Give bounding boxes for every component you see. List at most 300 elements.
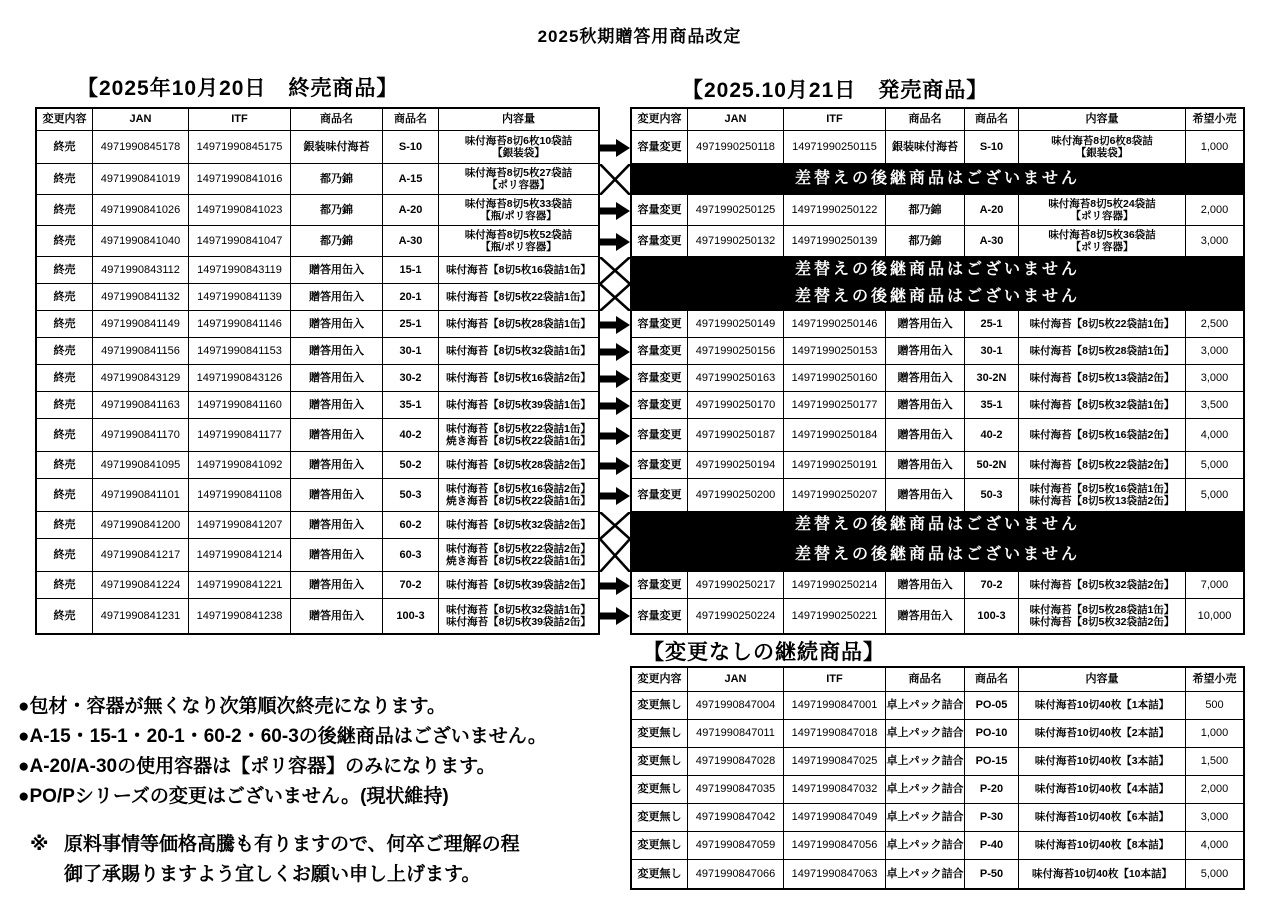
cell-brand: 銀装味付海苔 [291,131,383,164]
contents-line: 味付海苔【8切5枚32袋詰2缶】 [446,518,591,531]
column-header: 内容量 [439,109,598,131]
cell-brand: 都乃錦 [291,164,383,195]
cell-itf: 14971990841146 [189,311,291,338]
cell-code: 35-1 [383,392,439,419]
cell-itf: 14971990250191 [784,452,886,479]
cell-contents [439,572,598,599]
no-successor-x-icon [600,539,630,572]
contents-line: 【銀装袋】 [1075,147,1129,159]
cell-price: 3,500 [1186,392,1243,419]
cell-price: 10,000 [1197,609,1232,622]
cell-price: 3,000 [1186,365,1243,392]
cell-code: 60-2 [383,512,439,539]
note-line: ●PO/Pシリーズの変更はございません。(現状維持) [18,786,449,807]
header-row [632,109,1243,131]
no-successor-banner: 差替えの後継商品はございません [632,164,1243,195]
cell-itf: 14971990250184 [784,419,886,452]
document-title: 2025秋期贈答用商品改定 [537,27,742,46]
cell-contents [439,131,598,164]
cell-change: 容量変更 [632,195,688,226]
cell-itf: 14971990250153 [784,338,886,365]
table-row [37,284,598,311]
released-table [630,107,1245,635]
cell-contents [1019,479,1186,512]
table-row [37,479,598,512]
cell-itf: 14971990250115 [784,131,886,164]
table-row [632,832,1243,860]
table-row [37,365,598,392]
arrow-right-icon [600,342,630,362]
table-row [632,284,1243,311]
column-header: ITF [784,109,886,131]
cell-jan: 4971990847004 [688,692,784,720]
cell-brand: 贈答用缶入 [886,599,965,633]
cell-brand: 贈答用缶入 [291,311,383,338]
cell-jan: 4971990250132 [688,226,784,257]
cell-code: 30-2N [965,365,1019,392]
cell-code: PO-15 [965,748,1019,776]
table-row [37,452,598,479]
cell-jan: 4971990847035 [688,776,784,804]
cell-brand: 贈答用缶入 [291,572,383,599]
cell-price: 1,000 [1186,720,1243,748]
cell-brand: 卓上パック詰合 [886,720,965,748]
cell-jan: 4971990841163 [93,392,189,419]
cell-change: 容量変更 [632,365,688,392]
cell-jan: 4971990250170 [688,392,784,419]
cell-code: A-30 [383,226,439,257]
cell-itf: 14971990843126 [189,365,291,392]
cell-jan: 4971990847011 [688,720,784,748]
cell-change: 終売 [37,599,93,633]
cell-contents [1019,832,1186,860]
cell-itf: 14971990841221 [189,572,291,599]
cell-itf: 14971990847025 [784,748,886,776]
cell-itf: 14971990845175 [189,131,291,164]
cell-brand: 卓上パック詰合 [886,692,965,720]
header-row [632,668,1243,692]
cell-code: A-30 [965,226,1019,257]
cell-jan: 4971990250187 [688,419,784,452]
cell-change: 変更無し [632,860,688,888]
cell-jan: 4971990841200 [93,512,189,539]
cell-itf: 14971990847056 [784,832,886,860]
disclaimer-mark: ※ [30,834,49,855]
cell-price: 1,500 [1186,748,1243,776]
cell-brand: 都乃錦 [291,195,383,226]
contents-line: 味付海苔【8切5枚22袋詰1缶】 [446,422,591,435]
cell-code: 70-2 [383,572,439,599]
header-row [37,109,598,131]
no-successor-x-icon [600,284,630,311]
cell-jan: 4971990841095 [93,452,189,479]
cell-jan: 4971990841170 [93,419,189,452]
cell-jan: 4971990841026 [93,195,189,226]
table-row [632,776,1243,804]
contents-line: 味付海苔8切5枚24袋詰 [1048,197,1156,210]
cell-itf: 14971990841023 [189,195,291,226]
cell-code: A-20 [383,195,439,226]
cell-change: 終売 [37,539,93,572]
cell-contents [439,284,598,311]
cell-itf: 14971990841139 [189,284,291,311]
cell-jan: 4971990841224 [93,572,189,599]
cell-jan: 4971990845178 [93,131,189,164]
contents-line: 味付海苔10切40枚【6本詰】 [1034,811,1170,824]
cell-jan: 4971990250125 [688,195,784,226]
column-header: 商品名 [965,109,1019,131]
table-row [37,512,598,539]
contents-line: 味付海苔【8切5枚28袋詰1缶】 [1029,603,1175,616]
table-row [632,365,1243,392]
cell-contents [439,226,598,257]
table-row [37,311,598,338]
disclaimer-text-1: 原料事情等価格高騰も有りますので、何卒ご理解の程 [64,834,520,855]
disclaimer-line-1 [30,830,520,860]
cell-contents [1019,776,1186,804]
table-row [632,164,1243,195]
cell-code: 50-3 [965,479,1019,512]
cell-code: 30-2 [383,365,439,392]
cell-jan: 4971990847059 [688,832,784,860]
cell-itf: 14971990250177 [784,392,886,419]
cell-code: 35-1 [965,392,1019,419]
column-header: 商品名 [965,668,1019,692]
contents-line: 味付海苔【8切5枚22袋詰2缶】 [446,542,591,555]
cell-code: 100-3 [383,599,439,633]
cell-change: 終売 [37,419,93,452]
contents-line: 【銀装袋】 [492,147,545,159]
cell-contents [1019,720,1186,748]
contents-line: 味付海苔10切40枚【10本詰】 [1031,867,1173,880]
cell-code: P-30 [965,804,1019,832]
cell-itf: 14971990250214 [784,572,886,599]
cell-itf: 14971990847049 [784,804,886,832]
arrow-right-icon [600,369,630,389]
cell-contents [1019,692,1186,720]
column-header: ITF [189,109,291,131]
cell-contents [439,195,598,226]
contents-line: 【ポリ容器】 [1070,210,1134,222]
table-row [632,195,1243,226]
table-row [632,131,1243,164]
cell-price: 5,000 [1186,452,1243,479]
contents-line: 味付海苔【8切5枚32袋詰1缶】 [446,603,591,616]
cell-itf: 14971990841092 [189,452,291,479]
contents-line: 【瓶/ポリ容器】 [480,210,557,222]
cell-brand: 都乃錦 [291,226,383,257]
cell-brand: 贈答用缶入 [291,392,383,419]
cell-brand: 贈答用缶入 [291,419,383,452]
no-successor-banner: 差替えの後継商品はございません [632,284,1243,311]
column-header: 商品名 [383,109,439,131]
table-row [37,164,598,195]
cell-itf: 14971990847018 [784,720,886,748]
contents-line: 味付海苔【8切5枚16袋詰2缶】 [446,482,591,495]
cell-change: 変更無し [632,832,688,860]
cell-price: 1,000 [1186,131,1243,164]
cell-itf: 14971990841214 [189,539,291,572]
contents-line: 味付海苔【8切5枚16袋詰1缶】 [446,263,591,276]
table-row [632,419,1243,452]
cell-jan: 4971990847028 [688,748,784,776]
cell-jan: 4971990841149 [93,311,189,338]
cell-jan: 4971990250200 [688,479,784,512]
cell-code: A-20 [965,195,1019,226]
cell-contents [439,164,598,195]
cell-itf: 14971990847063 [784,860,886,888]
cell-change: 容量変更 [632,392,688,419]
table-row [632,692,1243,720]
arrow-right-icon [600,201,630,221]
cell-code: 20-1 [383,284,439,311]
cell-change: 変更無し [632,720,688,748]
continuing-section-heading: 【変更なしの継続商品】 [643,641,885,664]
cell-change: 終売 [37,226,93,257]
cell-code: PO-10 [965,720,1019,748]
table-row [632,599,1243,633]
released-section-heading: 【2025.10月21日 発売商品】 [682,79,989,102]
contents-line: 焼き海苔【8切5枚22袋詰1缶】 [446,555,591,567]
cell-brand: 贈答用缶入 [291,599,383,633]
contents-line: 味付海苔【8切5枚13袋詰2缶】 [1029,495,1175,507]
contents-line: 味付海苔【8切5枚13袋詰2缶】 [1029,371,1175,384]
table-row [632,804,1243,832]
cell-change: 終売 [37,512,93,539]
cell-change: 終売 [37,195,93,226]
arrow-right-icon [600,486,630,506]
table-row [37,195,598,226]
cell-change: 容量変更 [632,572,688,599]
cell-contents [1019,860,1186,888]
contents-line: 味付海苔【8切5枚22袋詰1缶】 [446,290,591,303]
cell-contents [439,311,598,338]
table-row [632,257,1243,284]
cell-contents [1019,804,1186,832]
discontinued-section-heading: 【2025年10月20日 終売商品】 [77,77,399,100]
contents-line: 【ポリ容器】 [1070,241,1134,253]
cell-change: 終売 [37,164,93,195]
cell-brand: 贈答用缶入 [291,512,383,539]
cell-price: 3,000 [1186,338,1243,365]
cell-brand: 贈答用缶入 [886,311,965,338]
cell-brand: 卓上パック詰合 [886,776,965,804]
contents-line: 味付海苔【8切5枚22袋詰2缶】 [1029,458,1175,471]
cell-change: 変更無し [632,776,688,804]
contents-line: 味付海苔【8切5枚16袋詰1缶】 [1029,482,1175,495]
table-row [632,311,1243,338]
cell-change: 終売 [37,479,93,512]
contents-line: 味付海苔【8切5枚28袋詰2缶】 [446,458,591,471]
contents-line: 味付海苔【8切5枚32袋詰1缶】 [446,344,591,357]
cell-brand: 贈答用缶入 [886,392,965,419]
contents-line: 味付海苔【8切5枚28袋詰1缶】 [1029,344,1175,357]
table-row [632,392,1243,419]
cell-change: 終売 [37,452,93,479]
contents-line: 味付海苔8切6枚10袋詰 [464,134,573,147]
disclaimer [30,830,520,890]
table-row [632,720,1243,748]
cell-change: 終売 [37,572,93,599]
cell-code: 40-2 [383,419,439,452]
cell-brand: 贈答用缶入 [886,479,965,512]
cell-contents [1019,392,1186,419]
cell-itf: 14971990841238 [189,599,291,633]
arrow-right-icon [600,396,630,416]
table-row [37,572,598,599]
contents-line: 味付海苔【8切5枚28袋詰1缶】 [446,317,591,330]
cell-contents [1019,599,1186,633]
note-line: ●包材・容器が無くなり次第順次終売になります。 [18,696,446,717]
cell-contents [439,257,598,284]
table-row [37,599,598,633]
column-header: 内容量 [1019,109,1186,131]
contents-line: 味付海苔10切40枚【8本詰】 [1034,839,1170,852]
contents-line: 味付海苔【8切5枚39袋詰1缶】 [446,398,591,411]
cell-contents [1019,195,1186,226]
no-successor-x-icon [600,164,630,195]
contents-line: 味付海苔【8切5枚32袋詰2缶】 [1029,616,1175,628]
arrow-right-icon [600,138,630,158]
cell-price: 2,000 [1186,195,1243,226]
cell-price: 4,000 [1186,419,1243,452]
contents-line: 味付海苔【8切5枚39袋詰2缶】 [446,616,591,628]
column-header: 商品名 [886,109,965,131]
cell-jan: 4971990250224 [688,599,784,633]
arrow-right-icon [600,606,630,626]
table-row [632,226,1243,257]
no-successor-banner: 差替えの後継商品はございません [632,512,1243,539]
cell-jan: 4971990841019 [93,164,189,195]
contents-line: 味付海苔【8切5枚39袋詰2缶】 [446,578,591,591]
cell-itf: 14971990250221 [784,599,886,633]
cell-jan: 4971990841231 [93,599,189,633]
contents-line: 味付海苔8切5枚27袋詰 [464,166,573,179]
cell-contents [439,392,598,419]
cell-code: 100-3 [965,599,1019,633]
cell-change: 容量変更 [632,479,688,512]
cell-change: 終売 [37,338,93,365]
table-row [37,226,598,257]
table-row [632,479,1243,512]
cell-brand: 贈答用缶入 [291,452,383,479]
arrow-right-icon [600,576,630,596]
cell-code: P-40 [965,832,1019,860]
cell-jan: 4971990847066 [688,860,784,888]
cell-brand: 贈答用缶入 [886,452,965,479]
cell-contents [439,338,598,365]
cell-code: 60-3 [383,539,439,572]
note-line: ●A-15・15-1・20-1・60-2・60-3の後継商品はございません。 [18,726,547,747]
cell-code: S-10 [383,131,439,164]
discontinued-table [35,107,600,635]
cell-jan: 4971990250149 [688,311,784,338]
cell-contents [1019,419,1186,452]
cell-change: 変更無し [632,748,688,776]
no-successor-x-icon [600,512,630,539]
cell-contents [439,512,598,539]
cell-itf: 14971990250146 [784,311,886,338]
notes [18,692,547,812]
cell-jan: 4971990250163 [688,365,784,392]
cell-itf: 14971990843119 [189,257,291,284]
cell-code: 70-2 [965,572,1019,599]
cell-change: 変更無し [632,804,688,832]
contents-line: 味付海苔【8切5枚22袋詰1缶】 [1029,317,1175,330]
cell-contents [439,365,598,392]
cell-brand: 贈答用缶入 [291,338,383,365]
cell-brand: 贈答用缶入 [886,419,965,452]
contents-line: 【瓶/ポリ容器】 [480,241,557,253]
column-header: JAN [93,109,189,131]
cell-jan: 4971990843129 [93,365,189,392]
contents-line: 味付海苔10切40枚【2本詰】 [1034,727,1170,740]
cell-jan: 4971990841040 [93,226,189,257]
contents-line: 味付海苔【8切5枚32袋詰1缶】 [1029,398,1175,411]
cell-change: 容量変更 [632,311,688,338]
contents-line: 味付海苔10切40枚【4本詰】 [1034,783,1170,796]
cell-itf: 14971990841177 [189,419,291,452]
cell-jan: 4971990841132 [93,284,189,311]
cell-code: 50-2 [383,452,439,479]
cell-jan: 4971990841156 [93,338,189,365]
cell-code: 15-1 [383,257,439,284]
arrow-right-icon [600,426,630,446]
cell-change: 終売 [37,365,93,392]
disclaimer-line-2: 御了承賜りますよう宜しくお願い申し上げます。 [64,864,481,885]
cell-price: 500 [1186,692,1243,720]
cell-itf: 14971990841207 [189,512,291,539]
cell-contents [1019,338,1186,365]
cell-code: 30-1 [965,338,1019,365]
cell-code: P-50 [965,860,1019,888]
cell-price: 5,000 [1186,479,1243,512]
column-header: 変更内容 [37,109,93,131]
cell-change: 変更無し [632,692,688,720]
cell-itf: 14971990841160 [189,392,291,419]
cell-itf: 14971990250122 [784,195,886,226]
cell-price: 4,000 [1186,832,1243,860]
cell-code: S-10 [965,131,1019,164]
cell-code: 25-1 [383,311,439,338]
cell-price: 2,500 [1186,311,1243,338]
contents-line: 味付海苔【8切5枚16袋詰2缶】 [1029,428,1175,441]
cell-jan: 4971990250156 [688,338,784,365]
cell-brand: 贈答用缶入 [291,479,383,512]
contents-line: 焼き海苔【8切5枚22袋詰1缶】 [446,495,591,507]
column-header: 商品名 [886,668,965,692]
arrow-right-icon [600,315,630,335]
cell-change: 容量変更 [632,419,688,452]
cell-jan: 4971990250217 [688,572,784,599]
contents-line: 味付海苔【8切5枚32袋詰2缶】 [1029,578,1175,591]
cell-brand: 贈答用缶入 [291,539,383,572]
cell-itf: 14971990841108 [189,479,291,512]
column-header: JAN [688,668,784,692]
cell-itf: 14971990841047 [189,226,291,257]
cell-itf: 14971990841153 [189,338,291,365]
table-row [632,748,1243,776]
cell-jan: 4971990250194 [688,452,784,479]
column-header: 内容量 [1019,668,1186,692]
cell-change: 終売 [37,284,93,311]
cell-contents [1019,131,1186,164]
cell-brand: 銀装味付海苔 [886,131,965,164]
contents-line: 味付海苔8切5枚33袋詰 [464,197,573,210]
cell-change: 容量変更 [632,338,688,365]
cell-change: 容量変更 [632,226,688,257]
cell-change: 容量変更 [632,131,688,164]
